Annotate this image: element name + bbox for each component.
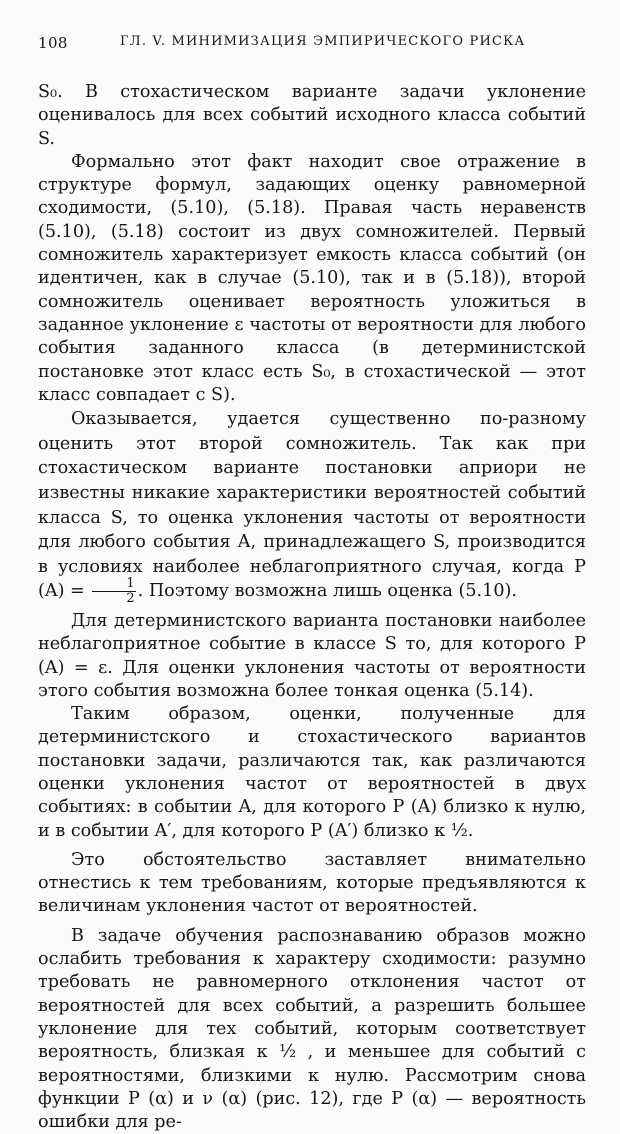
paragraph-2: Формально этот факт находит свое отражение в структуре формул, задающих оценку равномерной сходимости, (5.10), (5.18). Правая часть неравенств (5.10), (5.18) состоит из двух сомножителей. Первый сомножитель характеризует емкость класса событий (он идентичен, как в случае (5.10), так и в (5.18)), второй сомножитель оценивает вероятность уложиться в заданное уклонение ε частоты от вероятности для любого события заданного класса (в детерминистской постановке этот класс есть S₀, в стохастической — этот класс совпадает с S). xyxy=(38,151,586,405)
running-title: ГЛ. V. МИНИМИЗАЦИЯ ЭМПИРИЧЕСКОГО РИСКА xyxy=(120,34,526,49)
paragraph-4: Для детерминистского варианта постановки наиболее неблагоприятное событие в классе S то, для которого P (A) = ε. Для оценки уклонения частоты от вероятности этого события возможна более тонкая оценка (5.14). xyxy=(38,610,586,701)
page-number: 108 xyxy=(38,34,68,52)
paragraph-3-text-a: Оказывается, удается существенно по-разному оценить этот второй сомножитель. Так как при стохастическом варианте постановки априори не известны никакие характеристики вероятностей событий класса S, то оценка уклонения частоты от вероятности для любого события A, принадлежащего S, производится в условиях наиболее неблагоприятного случая, когда P (A) = xyxy=(38,409,586,602)
page-body xyxy=(38,81,586,1134)
paragraph-7: В задаче обучения распознаванию образов можно ослабить требования к характеру сходимости: разумно требовать не равномерного отклонения частот от вероятностей для всех событий, а разрешить большее уклонение для тех событий, которым соответствует вероятность, близкая к ½ , и меньшее для событий с вероятностями, близкими к нулю. Рассмотрим снова функции P (α) и ν (α) (рис. 12), где P (α) — вероятность ошибки для ре- xyxy=(38,925,586,1133)
paragraph-3 xyxy=(38,407,586,604)
paragraph-3-text-b: . Поэтому возможна лишь оценка (5.10). xyxy=(137,581,517,602)
paragraph-5: Таким образом, оценки, полученные для детерминистского и стохастического вариантов постановки задачи, различаются так, как различаются оценки уклонения частот от вероятностей в двух событиях: в событии A, для которого P (A) близко к нулю, и в событии A′, для которого P (A′) близко к ½. xyxy=(38,704,586,841)
fraction-numerator: 1 xyxy=(92,577,135,592)
paragraph-1: S₀. В стохастическом варианте задачи уклонение оценивалось для всех событий исходного класса событий S. xyxy=(38,82,586,149)
fraction-denominator: 2 xyxy=(126,590,135,606)
paragraph-6: Это обстоятельство заставляет внимательно отнестись к тем требованиям, которые предъявляются к величинам уклонения частот от вероятностей. xyxy=(38,849,586,917)
one-half-fraction xyxy=(92,577,135,606)
